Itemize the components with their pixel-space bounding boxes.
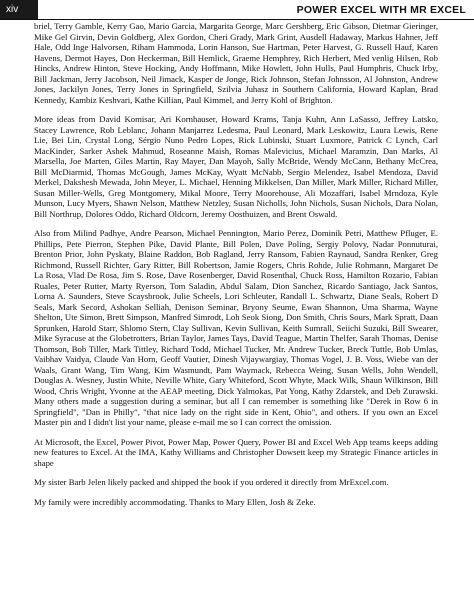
paragraph-sister: My sister Barb Jelen likely packed and shipped the book if you ordered it directly from MrExcel.com. [34,477,389,487]
paragraph-family: My family were incredibly accommodating. Thanks to Mary Ellen, Josh & Zeke. [34,496,316,507]
running-title: POWER EXCEL WITH MR EXCEL [296,4,466,16]
paragraph-microsoft-ima: At Microsoft, the Excel, Power Pivot, Power Map, Power Query, Power BI and Excel Web App teams keeps adding new features to Excel. At the IMA, Kathy Williams and Christopher Dowsett keep my Strategic Finance articles in shape [34,436,438,468]
paragraph-contributors-k-o: More ideas from David Komisar, Ari Kornhauser, Howard Krams, Tanja Kuhn, Ann LaSasso, Jeffrey Latsko, Stacey Lawrence, Rob Leblanc, Johann Manjarrez Ledesma, Paul Leonard, Mark Leskowitz, Laura Lewis, Rene Lie, Bei Lin, Crystal Long, Sérgio Nuno Pedro Lopes, Rick Lubinski, Stuart Luxmore, Patrick C Lynch, Carl MacKinder, Sarker Ashek Mahmud, Roseanne Maish, Romas Malevicius, Michael Maramzin, Dan Marks, Al Marsella, Joe Marten, Giles Martin, Ray Mayer, Dan Mayoh, Sally McBride, Wendy McCann, Bethany McCrea, Bill McDiarmid, Thomas McGough, James McKay, Wyatt McNabb, Sergio Melendez, Isabel Mendoza, David Merkel, Dakshesh Mewada, John Meyer, L. Michael, Henning Mikkelsen, Dan Miller, Mark Miller, Richard Miller, Susan Miller-Wells, Greg Montgomery, Mikal Moore, Terry Moorehouse, Ali Mozaffari, Isabel Mrndoza, Kyle Munson, Lucy Myers, Shawn Nelson, Matthew Netzley, Susan Nicholls, John Nichols, Susan Nichols, Dara Nolan, Bill Northrup, Dolores Oddo, Richard Oldcorn, Jeremy Oosthuizen, and Brent Oswald. [34,114,438,219]
page-number: xiv [0,0,38,19]
paragraph-contributors-g-k: briel, Terry Gamble, Kerry Gao, Mario Garcia, Margarita George, Marc Gershberg, Eric Gibson, Dietmar Gieringer, Mike Gel Girvin, Devin Goldberg, Alex Gordon, Cheri Grady, Mark Grint, Ausdell Hadaway, Markus Hahner, Jeff Hale, Odd Inge Halvorsen, Riham Hammoda, Lorin Hanson, Sue Hartman, Peter Harvest, G. Russell Hauf, Karen Havens, Dermot Hayes, Don Heckerman, Bill Hemlick, Graeme Hemphrey, Rich Herbert, Med venlig Hilsen, Rob Hincks, Andrew Hinton, Steve Hocking, Andy Hoffmann, Mike Howlett, John Hulls, Paul Humphris, Chuck Irby, Bill Jackman, Jerry Jacobson, Neil Jimack, Kasper de Jonge, Rick Johnson, Stefan Johnsson, Al Johnston, Andrew Jones, Jackilyn Jones, Terry Jones in Springfield, Szilvia Juhasz in Southern California, Howard Kaplan, Brad Kennedy, Kambiz Keshvari, Kathe Killian, Paul Kimmel, and Jerry Kohl of Brighton. [34,21,438,105]
running-header [0,0,474,20]
acknowledgments-body [34,21,438,516]
paragraph-contributors-p-z: Also from Milind Padhye, Andre Pearson, Michael Pennington, Mario Perez, Dominik Petri, Matthew Pfluger, E. Phillips, Pete Pierron, Stephen Pike, David Plante, Bill Polen, Dave Poling, Sergiy Polovy, Nadar Ponnuturai, Brenton Prior, John Pyskaty, Blaine Raddon, Bob Ragland, Jerry Ransom, Fabien Raynaud, Sandra Renker, Greg Richmond, Russell Richter, Gary Ritter, Bill Robertson, Jamie Rogers, Chris Rohde, Julie Rohmann, Margaret De La Rosa, Vlad De Rosa, Jim S. Rose, Dave Rosenberger, David Rosenthal, Chuck Ross, Hamilton Rozario, Fabian Ruales, Peter Rutter, Marty Ryerson, Tom Saladin, Abdul Salam, Dion Sanchez, Ricardo Santiago, Jack Santos, Lorna A. Saunders, Steve Scaysbrook, Julie Scheels, Lori Schleuter, Randall L. Schwartz, Diane Seals, Robert D Seals, Mark Secord, Ashokan Selliah, Denison Seminar, Bryony Seume, Ewan Shannon, Uma Sharma, Wayne Shelton, Ute Simon, Brett Simpson, Manfred Simrodt, Loh Seok Siong, Don Smith, Chris Sours, Mark Spratt, Daan Sprunken, Harold Starr, Shlomo Stern, Clay Sullivan, Kevin Sullivan, Keith Sumrall, Seiichi Suzuki, Bill Swearer, Mike Syracuse at the Globetrotters, Brian Taylor, James Tays, David Teague, Martin Thelfer, Sarah Thomas, Denise Thomson, Bob Tiller, Mark Tittley, Richard Todd, Michael Tucker, Mr. Andrew Tucker, Breck Tuttle, Bob Umlas, Vaibhav Vaidya, Claude Van Horn, Geoff Vautier, Dinesh Vijaywargiay, Thomas Vogel, J. B. Voss, Wiebe van der Waals, Grant Wang, Tim Wang, Kim Wasmundt, Pam Waymack, Rebecca Weing, Susan Wells, John Wendell, Douglas A. Wesney, Justin White, Neville White, Gary Whiteford, Scott Whyte, Mack Wilk, Shaun Wilkinson, Bill Wood, Chris Wright, Yvonne at the AEAP meeting, Dick Yalmokas, Pat Yong, Kathy Zdarstek, and Deb Zurawski. Many others made a suggestion during a seminar, but all I can remember is something like "Derek in Row 6 in Springfield", "Dan in Philly", "that nice lady on the right side in Kent, Ohio", and others. If you own an Excel Master pin and I didn't list your name, please e-mail me so I can correct the omission. [34,228,438,427]
